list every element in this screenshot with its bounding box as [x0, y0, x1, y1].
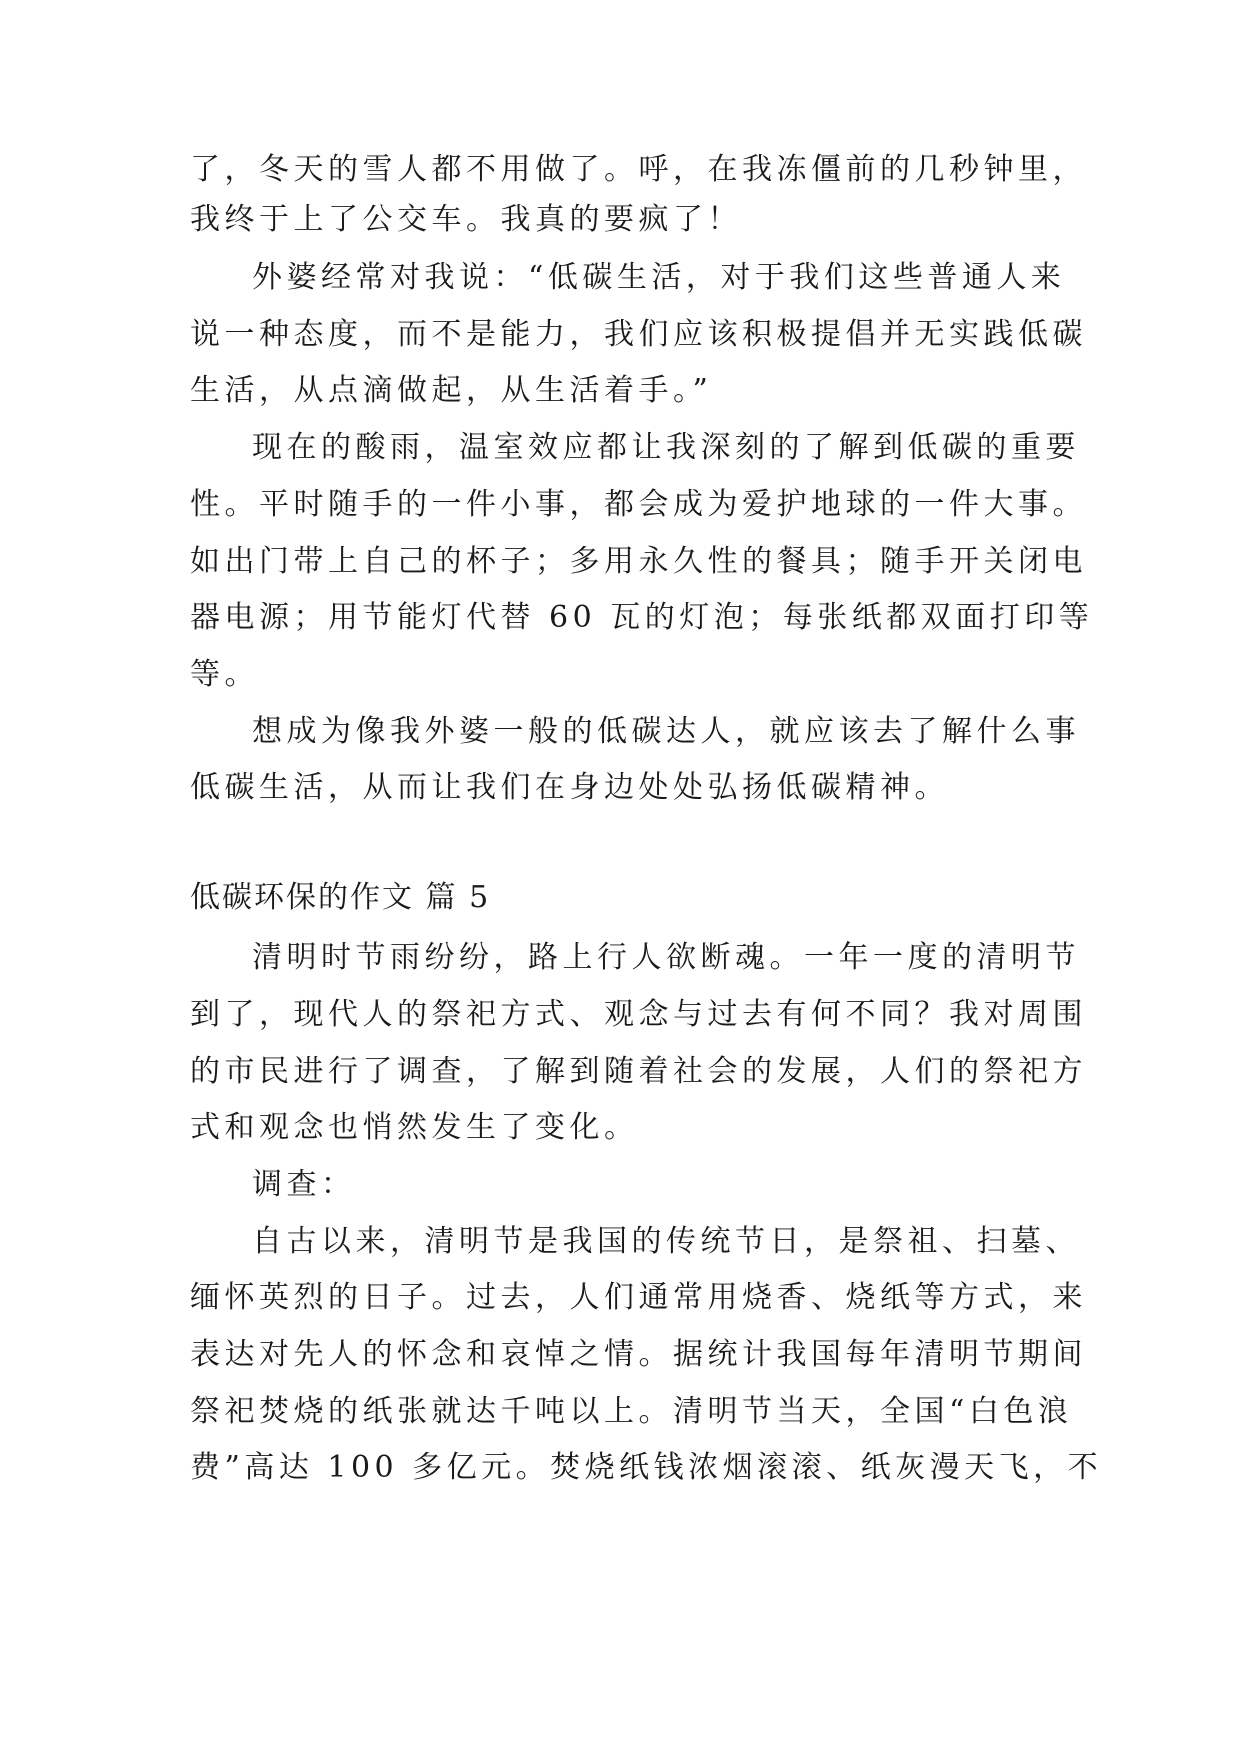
text-line: 缅怀英烈的日子。过去，人们通常用烧香、烧纸等方式，来 — [190, 1280, 1087, 1315]
text-line: 了，冬天的雪人都不用做了。呼，在我冻僵前的几秒钟里， — [190, 152, 1087, 187]
text-line: 自古以来，清明节是我国的传统节日，是祭祖、扫墓、 — [252, 1224, 1080, 1259]
text-line: 现在的酸雨，温室效应都让我深刻的了解到低碳的重要 — [252, 430, 1080, 465]
text-line: 想成为像我外婆一般的低碳达人，就应该去了解什么事 — [252, 714, 1080, 749]
text-line: 调查： — [252, 1167, 356, 1202]
text-line: 等。 — [190, 657, 259, 692]
text-line: 的市民进行了调查，了解到随着社会的发展，人们的祭祀方 — [190, 1054, 1087, 1089]
text-line: 低碳生活，从而让我们在身边处处弘扬低碳精神。 — [190, 770, 949, 805]
text-line: 如出门带上自己的杯子；多用永久性的餐具；随手开关闭电 — [190, 544, 1087, 579]
text-line: 我终于上了公交车。我真的要疯了！ — [190, 202, 742, 237]
text-line: 清明时节雨纷纷，路上行人欲断魂。一年一度的清明节 — [252, 940, 1080, 975]
text-line: 费”高达 100 多亿元。焚烧纸钱浓烟滚滚、纸灰漫天飞，不 — [190, 1450, 1103, 1485]
text-line: 外婆经常对我说：“低碳生活，对于我们这些普通人来 — [252, 260, 1066, 295]
text-line: 表达对先人的怀念和哀悼之情。据统计我国每年清明节期间 — [190, 1337, 1087, 1372]
text-line: 式和观念也悄然发生了变化。 — [190, 1110, 639, 1145]
text-line: 祭祀焚烧的纸张就达千吨以上。清明节当天，全国“白色浪 — [190, 1394, 1073, 1429]
section-heading: 低碳环保的作文 篇 5 — [190, 880, 491, 915]
text-line: 器电源；用节能灯代替 60 瓦的灯泡；每张纸都双面打印等 — [190, 600, 1094, 635]
text-line: 说一种态度，而不是能力，我们应该积极提倡并无实践低碳 — [190, 317, 1087, 352]
text-line: 性。平时随手的一件小事，都会成为爱护地球的一件大事。 — [190, 487, 1087, 522]
text-line: 生活，从点滴做起，从生活着手。” — [190, 373, 713, 408]
text-line: 到了，现代人的祭祀方式、观念与过去有何不同？我对周围 — [190, 997, 1087, 1032]
